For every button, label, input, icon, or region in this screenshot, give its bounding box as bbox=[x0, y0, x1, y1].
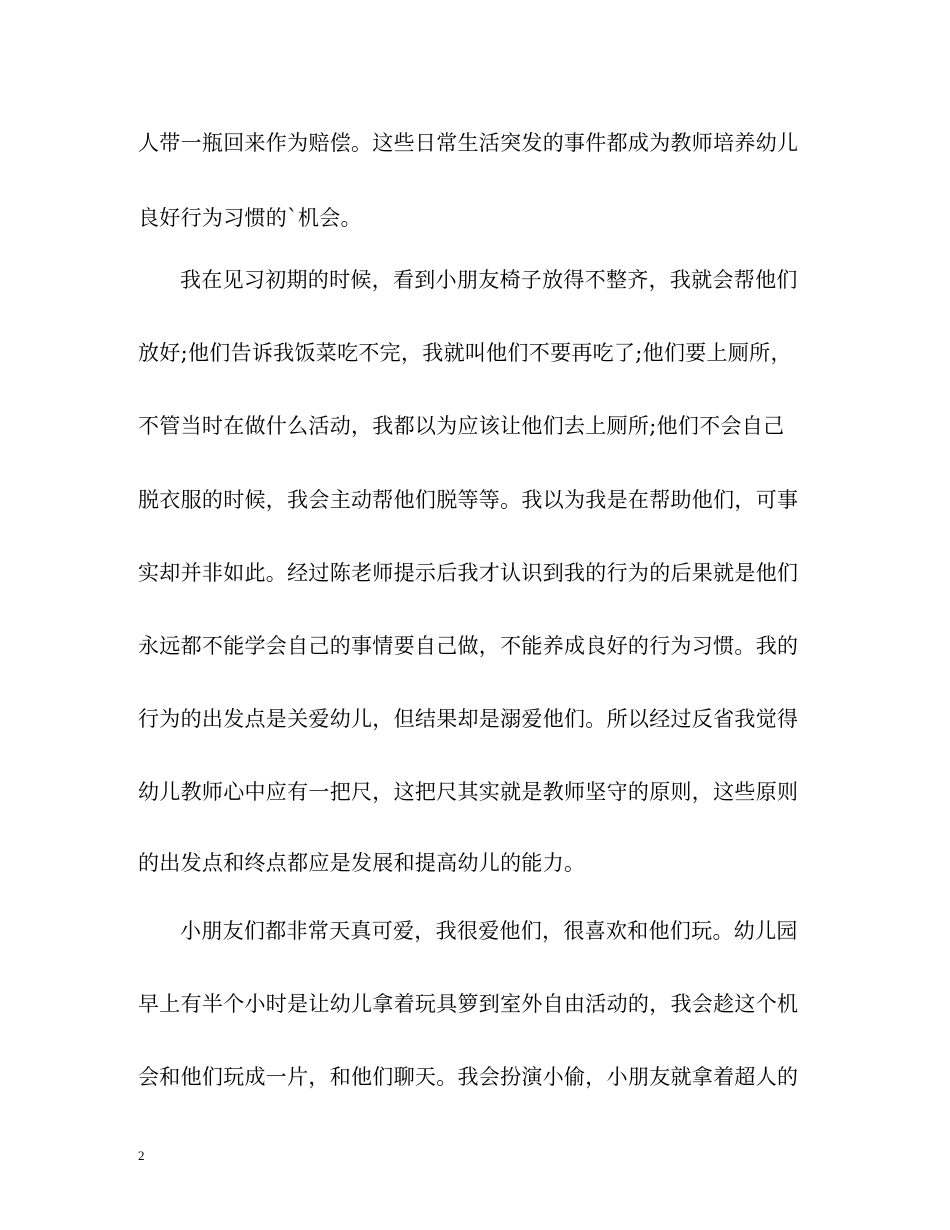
text-line: 良好行为习惯的`机会。 bbox=[138, 206, 362, 230]
text-line: 永远都不能学会自己的事情要自己做，不能养成良好的行为习惯。我的 bbox=[138, 634, 799, 658]
text-line: 不管当时在做什么活动，我都以为应该让他们去上厕所;他们不会自己 bbox=[138, 414, 785, 438]
text-line: 会和他们玩成一片，和他们聊天。我会扮演小偷，小朋友就拿着超人的 bbox=[138, 1065, 799, 1089]
text-line: 幼儿教师心中应有一把尺，这把尺其实就是教师坚守的原则，这些原则 bbox=[138, 780, 799, 804]
text-line: 行为的出发点是关爱幼儿，但结果却是溺爱他们。所以经过反省我觉得 bbox=[138, 707, 799, 731]
text-line: 放好;他们告诉我饭菜吃不完，我就叫他们不要再吃了;他们要上厕所， bbox=[138, 341, 792, 365]
text-line: 实却并非如此。经过陈老师提示后我才认识到我的行为的后果就是他们 bbox=[138, 561, 799, 585]
paragraph-first-line: 我在见习初期的时候，看到小朋友椅子放得不整齐，我就会帮他们 bbox=[180, 268, 798, 292]
text-line: 人带一瓶回来作为赔偿。这些日常生活突发的事件都成为教师培养幼儿 bbox=[138, 131, 799, 155]
paragraph-first-line: 小朋友们都非常天真可爱，我很爱他们，很喜欢和他们玩。幼儿园 bbox=[180, 919, 798, 943]
text-line: 脱衣服的时候，我会主动帮他们脱等等。我以为我是在帮助他们，可事 bbox=[138, 488, 799, 512]
page-number: 2 bbox=[138, 1148, 145, 1163]
text-line: 早上有半个小时是让幼儿拿着玩具箩到室外自由活动的，我会趁这个机 bbox=[138, 992, 799, 1016]
text-line: 的出发点和终点都应是发展和提高幼儿的能力。 bbox=[138, 851, 586, 875]
